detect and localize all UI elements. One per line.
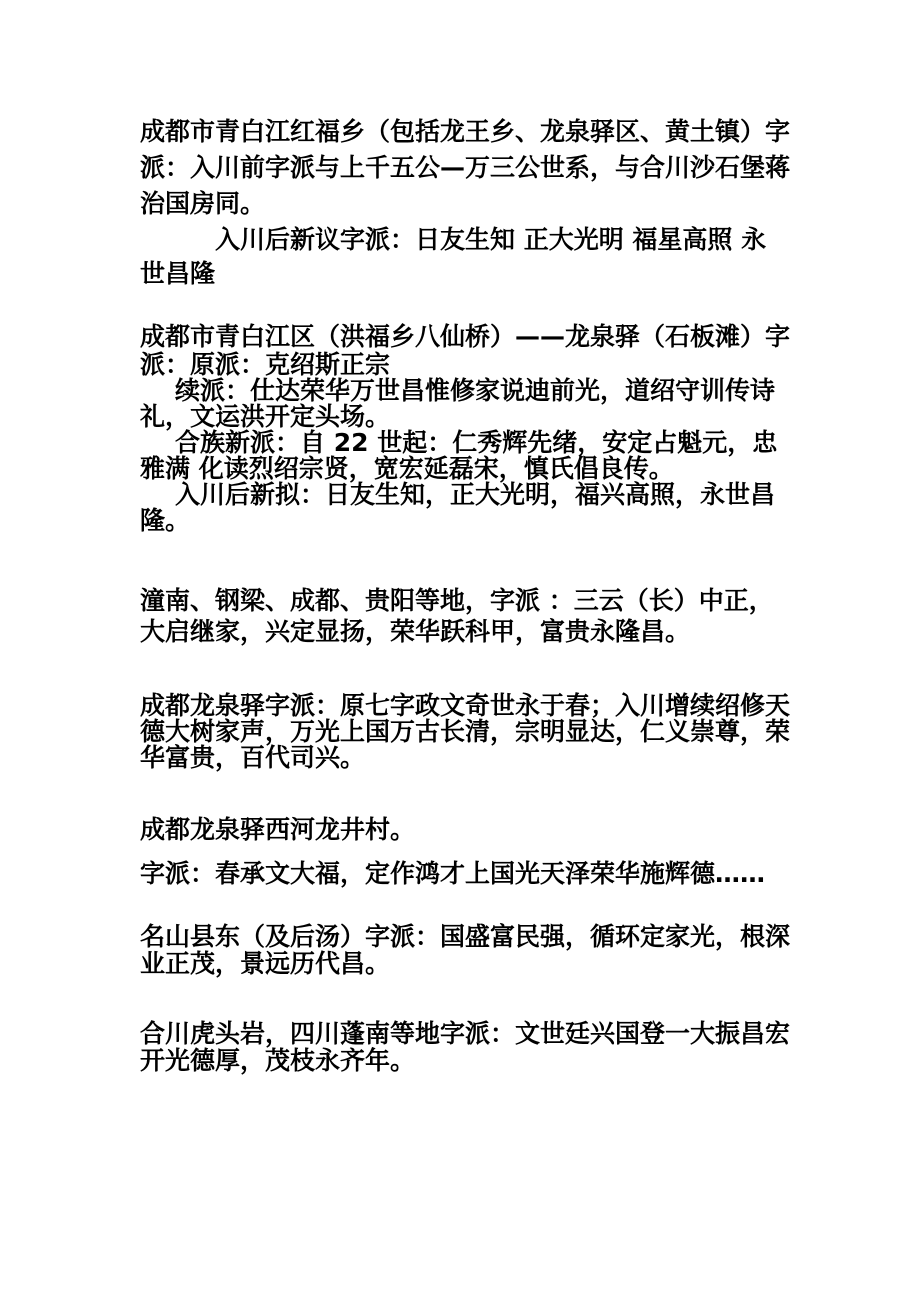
text-line: 隆。 [140, 506, 191, 535]
text-line: 入川后新议字派：日友生知 正大光明 福星高照 永 [215, 225, 767, 254]
text-line: 字派：春承文大福，定作鸿才上国光天泽荣华施辉德…… [140, 859, 766, 888]
text-line: 开光德厚，茂枝永齐年。 [140, 1046, 416, 1075]
text-line: 名山县东（及后汤）字派：国盛富民强，循环定家光，根深 [140, 922, 791, 951]
text-line: 雅满 化读烈绍宗贤，宽宏延磊宋，慎氏倡良传。 [140, 454, 674, 483]
text-line: 派：入川前字派与上千五公—万三公世系，与合川沙石堡蒋 [140, 153, 791, 182]
text-line: 业正茂，景远历代昌。 [140, 949, 391, 978]
text-line: 派：原派：克绍斯正宗 [140, 350, 391, 379]
text-line: 成都市青白江红福乡（包括龙王乡、龙泉驿区、黄土镇）字 [140, 117, 791, 146]
text-line: 治国房同。 [140, 189, 266, 218]
text-line: 合族新派：自 22 世起：仁秀辉先绪，安定占魁元，忠 [175, 428, 778, 457]
text-line: 合川虎头岩，四川蓬南等地字派：文世廷兴国登一大振昌宏 [140, 1019, 791, 1048]
text-line: 德大树家声，万光上国万古长清，宗明显达，仁义崇尊，荣 [140, 717, 791, 746]
text-line: 续派：仕达荣华万世昌惟修家说迪前光，道绍守训传诗 [175, 376, 776, 405]
text-line: 潼南、钢梁、成都、贵阳等地，字派 ：三云（长）中正， [140, 586, 774, 615]
text-line: 成都龙泉驿西河龙井村。 [140, 815, 416, 844]
text-line: 大启继家，兴定显扬，荣华跃科甲，富贵永隆昌。 [140, 617, 691, 646]
text-line: 世昌隆 [140, 259, 216, 288]
text-line: 礼，文运洪开定头场。 [140, 402, 391, 431]
text-line: 成都龙泉驿字派：原七字政文奇世永于春；入川增续绍修天 [140, 691, 791, 720]
text-line: 入川后新拟：日友生知，正大光明，福兴高照，永世昌 [175, 480, 776, 509]
text-line: 成都市青白江区（洪福乡八仙桥）——龙泉驿（石板滩）字 [140, 322, 791, 351]
text-line: 华富贵，百代司兴。 [140, 743, 366, 772]
